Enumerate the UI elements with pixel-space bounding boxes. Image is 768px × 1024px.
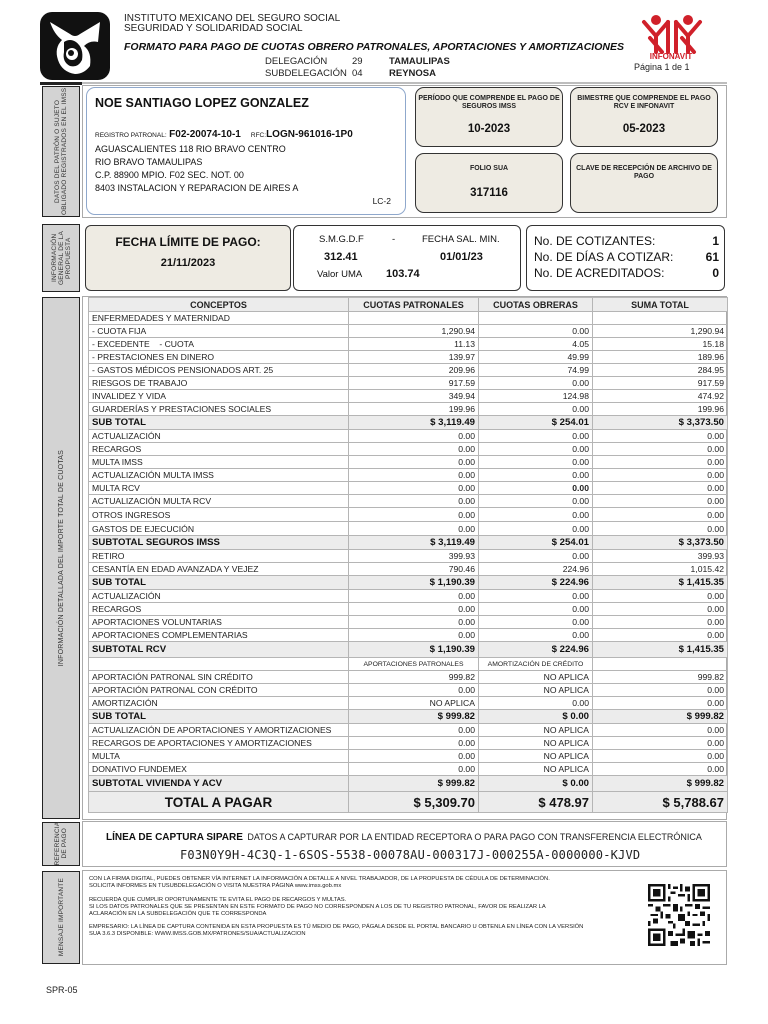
acreditados-row: [534, 266, 719, 280]
salario-box: [293, 225, 521, 291]
cuotas-table: [88, 297, 728, 813]
table-row: RECARGOS 0.00 0.00 0.00: [89, 603, 728, 616]
table-row: OTROS INGRESOS 0.00 0.00 0.00: [89, 508, 728, 522]
side-label-patron: DATOS DEL PATRÓN O SUJETO OBLIGADO REGISTRADOS EN EL IMSS: [42, 86, 80, 217]
mensaje-line-7: SUA 3.6.3 DISPONIBLE: WWW.IMSS.GOB.MX/PATRONES/SUA/ACTUALIZACION: [89, 931, 306, 937]
subtotal-row: SUB TOTAL $ 1,190.39 $ 224.96 $ 1,415.35: [89, 576, 728, 590]
registro-value: F02-20074-10-1: [169, 129, 241, 140]
linea-captura-header: [106, 827, 702, 845]
dias-label: No. DE DÍAS A COTIZAR:: [534, 250, 674, 264]
table-row: GUARDERÍAS Y PRESTACIONES SOCIALES 199.96 0.00 199.96: [89, 403, 728, 416]
infonavit-label: INFONAVIT: [649, 52, 693, 61]
col-header-patronales: CUOTAS PATRONALES: [349, 298, 479, 312]
table-row: RIESGOS DE TRABAJO 917.59 0.00 917.59: [89, 377, 728, 390]
table-row: - GASTOS MÉDICOS PENSIONADOS ART. 25 209.96 74.99 284.95: [89, 364, 728, 377]
dias-row: [534, 250, 719, 264]
dash-separator: -: [392, 234, 396, 245]
periodo-imss-label: PERÍODO QUE COMPRENDE EL PAGO DE SEGUROS IMSS: [418, 95, 560, 110]
delegacion-label: DELEGACIÓN: [265, 56, 328, 67]
subtotal-row: SUB TOTAL $ 3,119.49 $ 254.01 $ 3,373.50: [89, 416, 728, 430]
smgdf-value: 312.41: [324, 251, 358, 263]
linea-captura-value[interactable]: F03N0Y9H-4C3Q-1-6SOS-5538-00078AU-000317J-000255A-0000000-KJVD: [180, 848, 641, 862]
side-label-referencia: REFERENCIA DE PAGO: [42, 822, 80, 866]
table-row: ACTUALIZACIÓN MULTA IMSS 0.00 0.00 0.00: [89, 469, 728, 482]
table-row: RECARGOS 0.00 0.00 0.00: [89, 443, 728, 456]
smgdf-label: S.M.G.D.F: [319, 234, 364, 245]
fecha-limite-box: [85, 225, 291, 291]
table-row: RECARGOS DE APORTACIONES Y AMORTIZACIONES 0.00 NO APLICA 0.00: [89, 737, 728, 750]
delegacion-code: 29: [352, 56, 363, 67]
table-row: DONATIVO FUNDEMEX 0.00 NO APLICA 0.00: [89, 763, 728, 776]
linea-captura-title: LÍNEA DE CAPTURA SIPARE: [106, 832, 243, 843]
table-row: MULTA RCV 0.00 0.00 0.00: [89, 482, 728, 495]
col-header-obreras: CUOTAS OBRERAS: [479, 298, 593, 312]
mensaje-line-6: EMPRESARIO: LA LÍNEA DE CAPTURA CONTENIDA EN ESTA PROPUESTA ES TÚ MEDIO DE PAGO, PÁGALA DESDE EL PORTAL BANCARIO U OBTENLA EN LÍNEA CON LA VERSIÓN: [89, 924, 584, 930]
institution-name: INSTITUTO MEXICANO DEL SEGURO SOCIAL: [124, 13, 341, 24]
lc-code: LC-2: [372, 196, 391, 206]
mensaje-line-5: ACLARACIÓN EN LA SUBDELEGACIÓN QUE TE CORRESPONDA: [89, 911, 267, 917]
header-divider: [40, 82, 727, 84]
rfc-label: RFC:: [250, 132, 267, 139]
bimestre-rcv-label: BIMESTRE QUE COMPRENDE EL PAGO RCV E INFONAVIT: [577, 95, 711, 110]
table-row: MULTA IMSS 0.00 0.00 0.00: [89, 456, 728, 469]
subdelegacion-name: REYNOSA: [389, 68, 436, 79]
table-row: GASTOS DE EJECUCIÓN 0.00 0.00 0.00: [89, 522, 728, 536]
side-label-mensaje: MENSAJE IMPORTANTE: [42, 871, 80, 964]
registro-label: REGISTRO PATRONAL:: [95, 132, 167, 139]
side-label-detalle: INFORMACIÓN DETALLADA DEL IMPORTE TOTAL DE CUOTAS: [42, 297, 80, 819]
table-row: APORTACIÓN PATRONAL SIN CRÉDITO 999.82 NO APLICA 999.82: [89, 671, 728, 684]
table-row: ACTUALIZACIÓN MULTA RCV 0.00 0.00 0.00: [89, 495, 728, 508]
subdelegacion-label: SUBDELEGACIÓN: [265, 68, 347, 79]
fecha-limite-value: 21/11/2023: [160, 257, 216, 269]
address-line-1: AGUASCALIENTES 118 RIO BRAVO CENTRO: [95, 144, 286, 154]
fecha-limite-label: FECHA LÍMITE DE PAGO:: [115, 235, 261, 249]
qr-code-icon: [648, 884, 710, 946]
dias-value: 61: [705, 250, 719, 264]
table-row: CESANTÍA EN EDAD AVANZADA Y VEJEZ 790.46 224.96 1,015.42: [89, 563, 728, 576]
subdelegacion-code: 04: [352, 68, 363, 79]
table-row: ACTUALIZACIÓN 0.00 0.00 0.00: [89, 590, 728, 603]
linea-captura-subtitle: DATOS A CAPTURAR POR LA ENTIDAD RECEPTORA O PARA PAGO CON TRANSFERENCIA ELECTRÓNICA: [247, 832, 702, 842]
table-header-row: [89, 298, 728, 312]
folio-sua-box: [415, 153, 563, 213]
clave-recepcion-label: CLAVE DE RECEPCIÓN DE ARCHIVO DE PAGO: [576, 165, 712, 180]
subtotal-rcv-row: SUBTOTAL RCV $ 1,190.39 $ 224.96 $ 1,415.35: [89, 642, 728, 658]
mensaje-line-4: SI LOS DATOS PATRONALES QUE SE PRESENTAN EN ESTE FORMATO DE PAGO NO CORRESPONDEN A LOS DE TU REGISTRO PATRONAL, FAVOR DE REALIZAR LA: [89, 904, 546, 910]
address-line-3: C.P. 88900 MPIO. F02 SEC. NOT. 00: [95, 170, 244, 180]
folio-sua-label: FOLIO SUA: [469, 165, 509, 172]
cotizantes-box: [526, 225, 725, 291]
periodo-imss-box: [415, 87, 563, 147]
bimestre-rcv-value: 05-2023: [622, 123, 666, 135]
periodo-imss-value: 10-2023: [467, 123, 511, 135]
page-indicator: Página 1 de 1: [634, 62, 690, 72]
cotizantes-row: [534, 234, 719, 248]
table-row: APORTACIÓN PATRONAL CON CRÉDITO 0.00 NO APLICA 0.00: [89, 684, 728, 697]
table-row: ACTUALIZACIÓN DE APORTACIONES Y AMORTIZACIONES 0.00 NO APLICA 0.00: [89, 724, 728, 737]
uma-label: Valor UMA: [317, 269, 363, 280]
side-label-info: INFORMACIÓN GENERAL DE LA PROPUESTA: [42, 224, 80, 292]
table-row: - CUOTA FIJA 1,290.94 0.00 1,290.94: [89, 325, 728, 338]
cotizantes-value: 1: [712, 234, 719, 248]
table-row: - PRESTACIONES EN DINERO 139.97 49.99 189.96: [89, 351, 728, 364]
form-title: FORMATO PARA PAGO DE CUOTAS OBRERO PATRONALES, APORTACIONES Y AMORTIZACIONES: [124, 41, 624, 53]
rfc-value: LOGN-961016-1P0: [266, 129, 353, 140]
imss-logo-icon: [40, 12, 110, 80]
subtotal-row: SUB TOTAL $ 999.82 $ 0.00 $ 999.82: [89, 710, 728, 724]
fecha-sal-value: 01/01/23: [440, 251, 483, 263]
cotizantes-label: No. DE COTIZANTES:: [534, 234, 656, 248]
clave-recepcion-box: [570, 153, 718, 213]
mensaje-line-1: CON LA FIRMA DIGITAL, PUEDES OBTENER VÍA INTERNET LA INFORMACIÓN A DETALLE A NIVEL TRABAJADOR, DE LA PROPUESTA DE CÉDULA DE DETERMINACIÓN.: [89, 876, 550, 882]
total-suma: $ 5,788.67: [593, 792, 728, 813]
table-row: AMORTIZACIÓN NO APLICA 0.00 0.00: [89, 697, 728, 710]
patron-box: [86, 87, 406, 215]
total-a-pagar-row: [89, 792, 728, 813]
bimestre-rcv-box: [570, 87, 718, 147]
table-row: APORTACIONES COMPLEMENTARIAS 0.00 0.00 0.00: [89, 629, 728, 642]
total-obreras: $ 478.97: [479, 792, 593, 813]
folio-sua-value: 317116: [470, 187, 508, 199]
vivienda-subheader-row: APORTACIONES PATRONALES AMORTIZACIÓN DE CRÉDITO: [89, 658, 728, 671]
table-row: MULTA 0.00 NO APLICA 0.00: [89, 750, 728, 763]
mensaje-line-2: SOLICITA INFORMES EN TUSUBDELEGACIÓN O VISITA NUESTRA PÁGINA www.imss.gob.mx: [89, 883, 342, 889]
header-divider-accent: [40, 82, 82, 85]
table-row: APORTACIONES VOLUNTARIAS 0.00 0.00 0.00: [89, 616, 728, 629]
mensaje-line-3: RECUERDA QUE CUMPLIR OPORTUNAMENTE TE EVITA EL PAGO DE RECARGOS Y MULTAS.: [89, 897, 347, 903]
delegacion-name: TAMAULIPAS: [389, 56, 450, 67]
fecha-sal-label: FECHA SAL. MIN.: [422, 234, 500, 245]
institution-subtitle: SEGURIDAD Y SOLIDARIDAD SOCIAL: [124, 23, 303, 34]
acreditados-label: No. DE ACREDITADOS:: [534, 266, 665, 280]
table-row: RETIRO 399.93 0.00 399.93: [89, 550, 728, 563]
subtotal-seguros-imss-row: SUBTOTAL SEGUROS IMSS $ 3,119.49 $ 254.01 $ 3,373.50: [89, 536, 728, 550]
table-row: ACTUALIZACIÓN 0.00 0.00 0.00: [89, 430, 728, 443]
form-code: SPR-05: [46, 985, 78, 995]
col-header-conceptos: CONCEPTOS: [89, 298, 349, 312]
table-row: INVALIDEZ Y VIDA 349.94 124.98 474.92: [89, 390, 728, 403]
cuotas-table-wrap: [88, 297, 727, 813]
address-line-2: RIO BRAVO TAMAULIPAS: [95, 157, 203, 167]
table-row: - EXCEDENTE - CUOTA 11.13 4.05 15.18: [89, 338, 728, 351]
total-patronales: $ 5,309.70: [349, 792, 479, 813]
registro-line: [95, 129, 353, 140]
address-line-4: 8403 INSTALACION Y REPARACION DE AIRES A: [95, 183, 299, 193]
table-row: ENFERMEDADES Y MATERNIDAD: [89, 312, 728, 325]
uma-value: 103.74: [386, 268, 420, 280]
patron-name: NOE SANTIAGO LOPEZ GONZALEZ: [95, 96, 309, 110]
acreditados-value: 0: [712, 266, 719, 280]
subtotal-vivienda-row: SUBTOTAL VIVIENDA Y ACV $ 999.82 $ 0.00 $ 999.82: [89, 776, 728, 792]
total-label: TOTAL A PAGAR: [89, 792, 349, 813]
col-header-total: SUMA TOTAL: [593, 298, 728, 312]
